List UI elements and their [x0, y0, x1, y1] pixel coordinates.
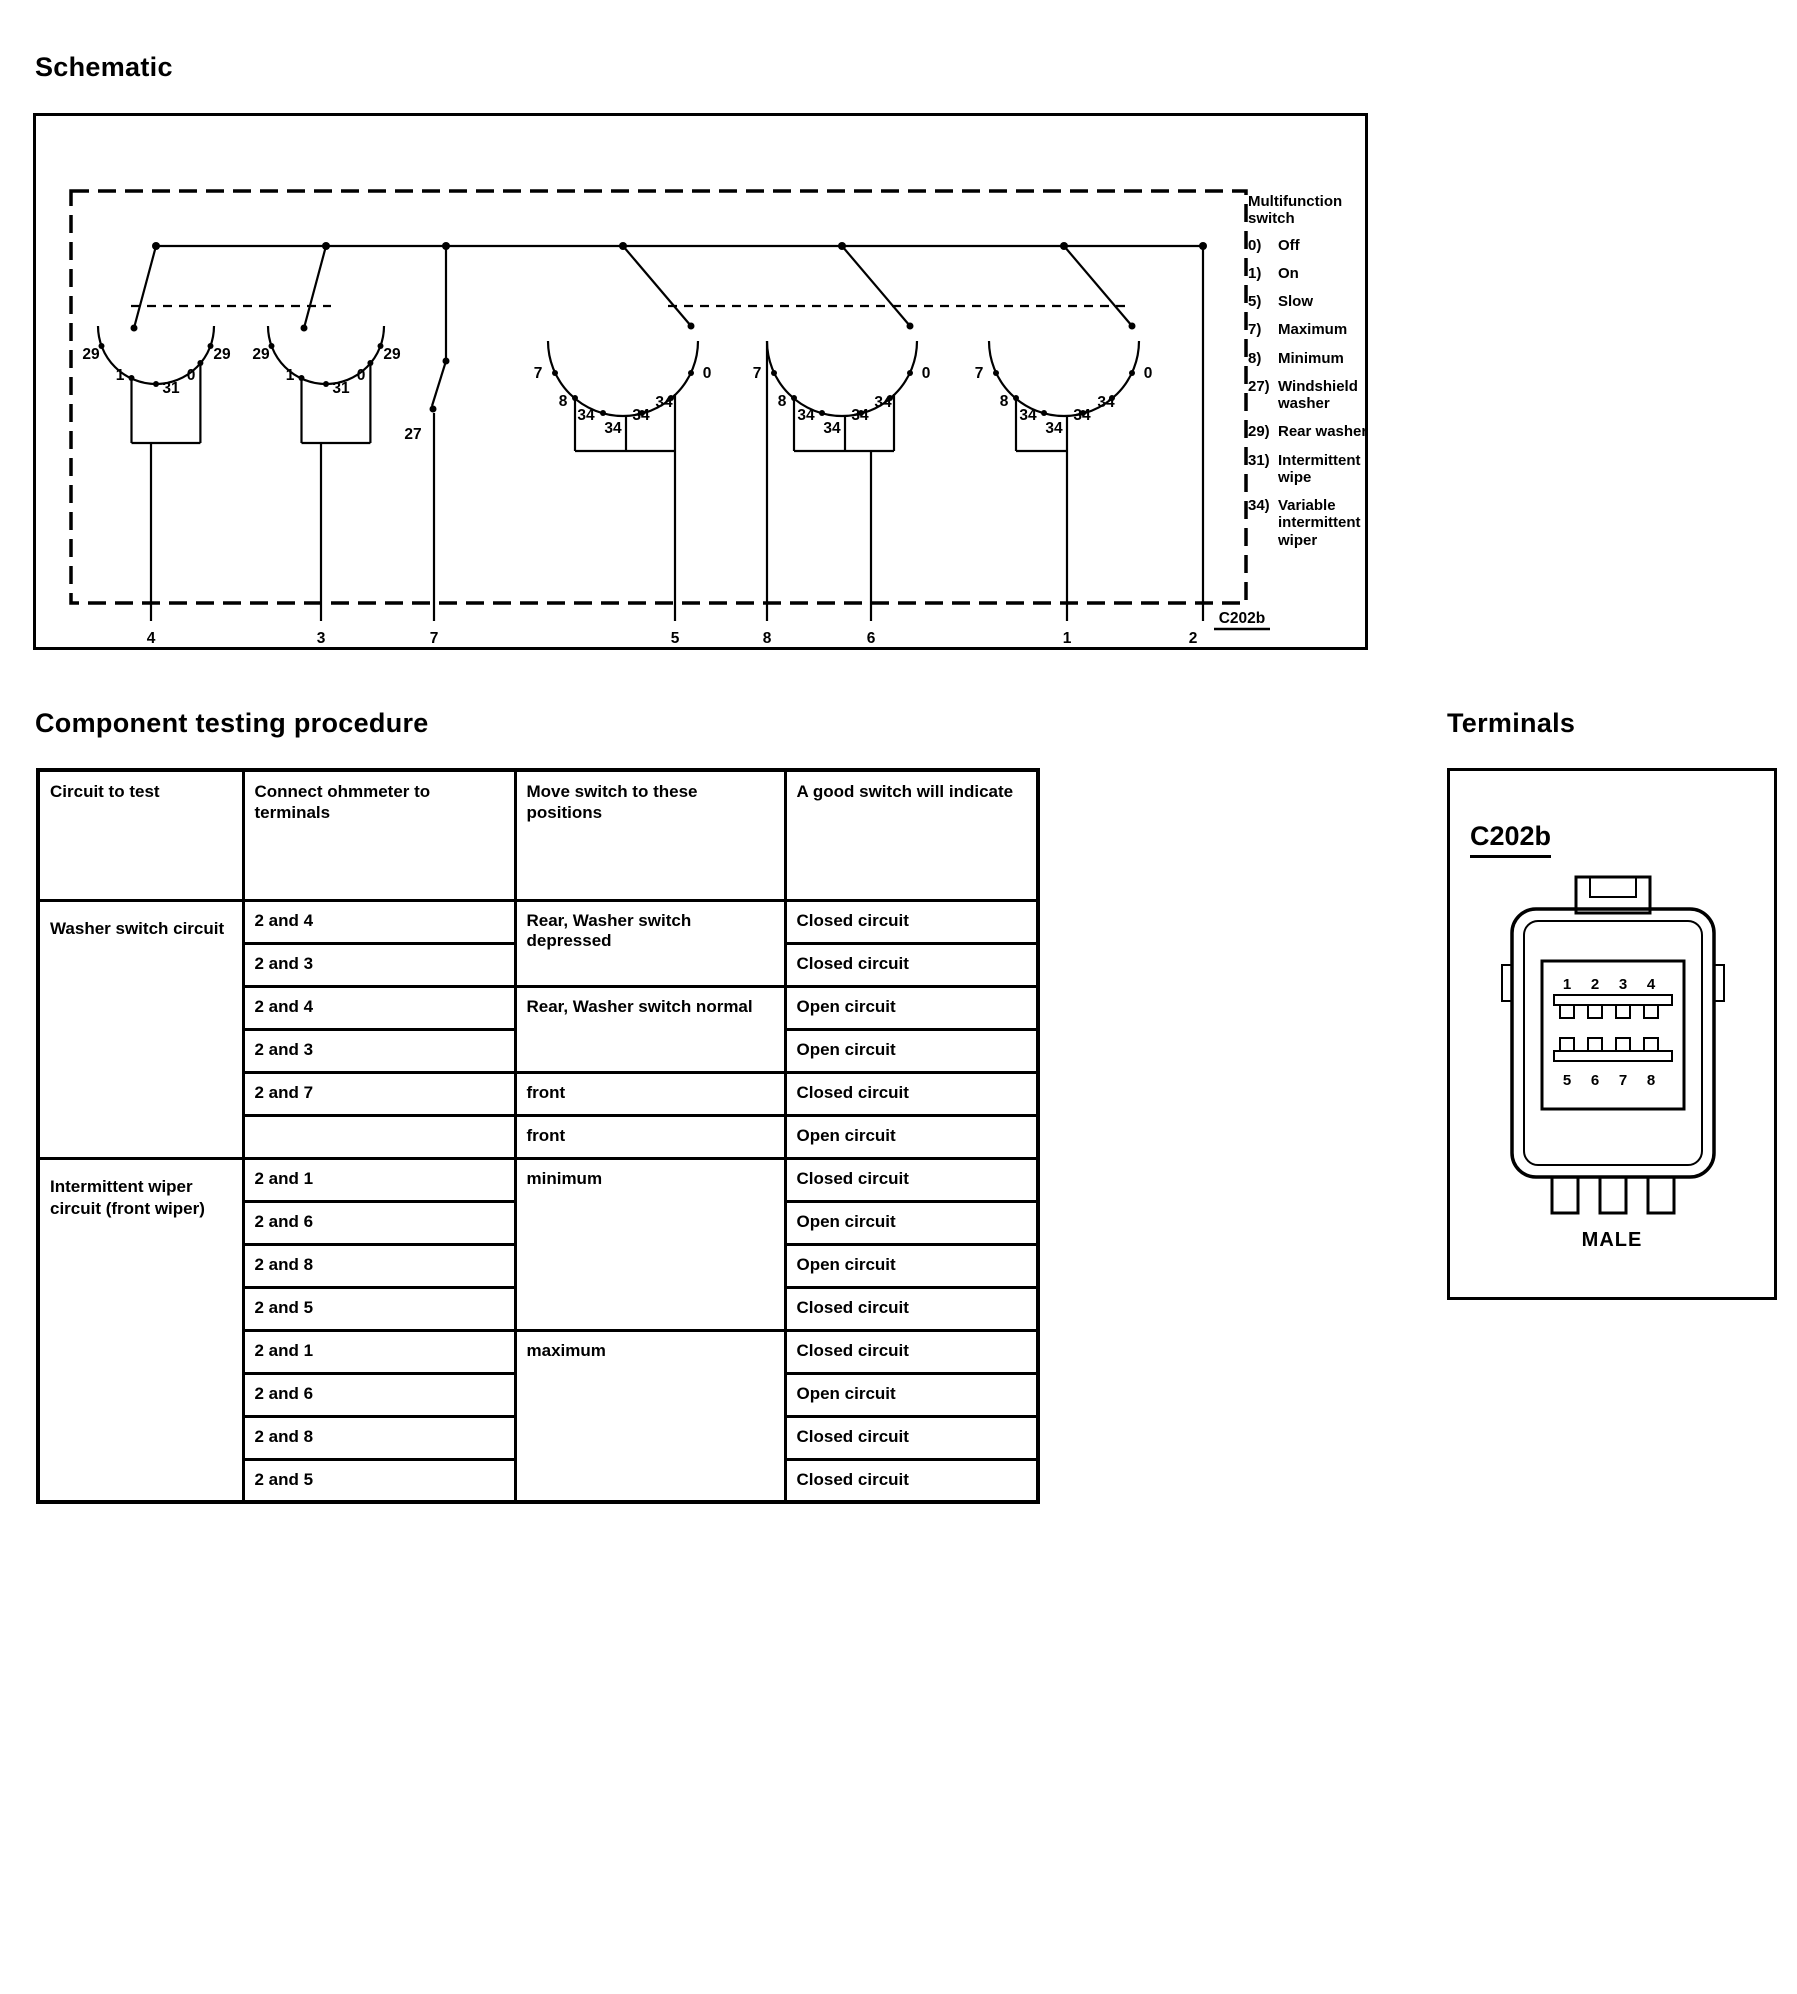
schematic-panel: [33, 113, 1368, 650]
legend-code: 7): [1248, 321, 1262, 339]
legend-title: Multifunction switch: [1248, 193, 1343, 227]
pin-number: 6: [1590, 1072, 1600, 1089]
cell-result: Open circuit: [785, 986, 1038, 1029]
legend-label: Rear washer: [1278, 423, 1368, 441]
position-label: 31: [332, 380, 350, 397]
terminals-title: Terminals: [1447, 708, 1576, 738]
legend-label: Intermittent wipe: [1278, 451, 1361, 486]
cell-terminals: 2 and 1: [243, 1330, 515, 1373]
position-label: 7: [533, 365, 543, 382]
schematic-legend: [1248, 194, 1368, 560]
terminals-panel: [1447, 768, 1777, 1300]
position-label: 0: [1143, 365, 1153, 382]
legend-code: 8): [1248, 349, 1262, 367]
table-header-row: [38, 770, 1038, 900]
legend-item: [1248, 423, 1368, 440]
cell-position: maximum: [515, 1330, 785, 1502]
legend-label: Off: [1278, 236, 1300, 254]
pin-number: 3: [1618, 976, 1628, 993]
cell-result: Open circuit: [785, 1201, 1038, 1244]
cell-terminals: [243, 1115, 515, 1158]
position-label: 8: [558, 393, 568, 410]
cell-result: Closed circuit: [785, 1158, 1038, 1201]
position-label: 29: [82, 346, 100, 363]
testing-procedure-title: Component testing procedure: [35, 708, 429, 738]
pin: [1644, 1005, 1658, 1018]
legend-item: [1248, 237, 1368, 254]
pin: [1560, 1038, 1574, 1051]
position-label: 34: [577, 407, 595, 424]
legend-item: [1248, 350, 1368, 367]
cell-position: Rear, Washer switch depressed: [515, 900, 785, 986]
legend-item: [1248, 497, 1368, 549]
pin: [1644, 1038, 1658, 1051]
legend-code: 0): [1248, 236, 1262, 254]
terminal-number: 7: [429, 630, 439, 647]
legend-item: [1248, 265, 1368, 282]
legend-item: [1248, 452, 1368, 487]
cell-position: minimum: [515, 1158, 785, 1330]
cell-circuit: Washer switch circuit: [38, 900, 243, 1158]
cell-terminals: 2 and 8: [243, 1244, 515, 1287]
position-label: 34: [874, 394, 892, 411]
pin: [1560, 1005, 1574, 1018]
cell-terminals: 2 and 8: [243, 1416, 515, 1459]
cell-terminals: 2 and 5: [243, 1459, 515, 1502]
terminal-number: 1: [1062, 630, 1072, 647]
position-label: 31: [162, 380, 180, 397]
connector-bottom-tab: [1600, 1177, 1626, 1213]
legend-code: 31): [1248, 451, 1270, 469]
pin-number: 7: [1618, 1072, 1628, 1089]
pin: [1616, 1038, 1630, 1051]
header-good-switch: A good switch will indicate: [785, 770, 1038, 900]
cell-position: front: [515, 1115, 785, 1158]
legend-code: 27): [1248, 377, 1270, 395]
connector-drawing: [1496, 873, 1731, 1218]
terminal-number: 4: [146, 630, 156, 647]
cell-result: Open circuit: [785, 1029, 1038, 1072]
header-move-switch: Move switch to these positions: [515, 770, 785, 900]
pin: [1588, 1005, 1602, 1018]
connector-designator: C202b: [1218, 610, 1266, 627]
cell-terminals: 2 and 1: [243, 1158, 515, 1201]
position-label: 34: [851, 407, 869, 424]
header-circuit-to-test: Circuit to test: [38, 770, 243, 900]
pin-number: 1: [1562, 976, 1572, 993]
cell-position: Rear, Washer switch normal: [515, 986, 785, 1072]
cell-terminals: 2 and 3: [243, 1029, 515, 1072]
legend-label: Maximum: [1278, 321, 1348, 339]
wiring-schematic: [36, 116, 1371, 653]
cell-result: Closed circuit: [785, 900, 1038, 943]
position-label: 1: [285, 367, 295, 384]
position-label: 0: [921, 365, 931, 382]
pin-number: 2: [1590, 976, 1600, 993]
legend-code: 1): [1248, 264, 1262, 282]
pin-number: 4: [1646, 976, 1656, 993]
component-testing-table: [36, 768, 1040, 1504]
legend-label: Variable intermittent wiper: [1278, 497, 1361, 549]
position-label: 34: [655, 394, 673, 411]
cell-terminals: 2 and 4: [243, 986, 515, 1029]
position-label: 34: [797, 407, 815, 424]
pin-number: 5: [1562, 1072, 1572, 1089]
legend-code: 5): [1248, 293, 1262, 311]
position-label: 34: [632, 407, 650, 424]
terminal-number: 5: [670, 630, 680, 647]
position-label: 29: [213, 346, 231, 363]
position-label: 0: [186, 367, 196, 384]
schematic-terminal-numbers: [147, 610, 1266, 647]
cell-circuit: Intermittent wiper circuit (front wiper): [38, 1158, 243, 1502]
position-label: 1: [115, 367, 125, 384]
position-label: 34: [604, 420, 622, 437]
legend-label: Slow: [1278, 293, 1314, 311]
connector-gender-label: MALE: [1581, 1229, 1643, 1251]
cell-result: Closed circuit: [785, 1072, 1038, 1115]
cell-result: Closed circuit: [785, 1330, 1038, 1373]
position-label: 7: [974, 365, 984, 382]
position-label: 34: [1073, 407, 1091, 424]
position-label: 27: [404, 426, 422, 443]
cell-result: Closed circuit: [785, 1287, 1038, 1330]
terminal-number: 2: [1188, 630, 1198, 647]
position-label: 34: [1019, 407, 1037, 424]
cell-position: front: [515, 1072, 785, 1115]
cell-terminals: 2 and 3: [243, 943, 515, 986]
pin-numbers: [1563, 976, 1656, 1089]
connector-bottom-tab: [1552, 1177, 1578, 1213]
legend-label: Windshield washer: [1278, 377, 1358, 413]
connector-bottom-tab: [1648, 1177, 1674, 1213]
terminal-number: 3: [316, 630, 326, 647]
position-label: 0: [356, 367, 366, 384]
legend-item: [1248, 378, 1368, 413]
cell-result: Closed circuit: [785, 1459, 1038, 1502]
table-row: [38, 1158, 1038, 1201]
pin: [1616, 1005, 1630, 1018]
cell-terminals: 2 and 6: [243, 1201, 515, 1244]
legend-label: Minimum: [1278, 349, 1344, 367]
position-label: 34: [823, 420, 841, 437]
connector-name: C202b: [1470, 821, 1551, 858]
table-row: [38, 900, 1038, 943]
schematic-title: Schematic: [35, 52, 173, 82]
position-label: 7: [752, 365, 762, 382]
cell-result: Open circuit: [785, 1373, 1038, 1416]
cell-result: Open circuit: [785, 1244, 1038, 1287]
terminal-number: 8: [762, 630, 772, 647]
cell-terminals: 2 and 7: [243, 1072, 515, 1115]
junction-dots: [99, 242, 1208, 416]
pin: [1588, 1038, 1602, 1051]
header-connect-ohmmeter: Connect ohmmeter to terminals: [243, 770, 515, 900]
position-label: 8: [999, 393, 1009, 410]
cell-terminals: 2 and 6: [243, 1373, 515, 1416]
position-label: 0: [702, 365, 712, 382]
legend-code: 29): [1248, 423, 1270, 441]
position-label: 34: [1097, 394, 1115, 411]
legend-item: [1248, 321, 1368, 338]
legend-label: On: [1278, 264, 1299, 282]
pin-number: 8: [1646, 1072, 1656, 1089]
position-label: 34: [1045, 420, 1063, 437]
cell-result: Closed circuit: [785, 1416, 1038, 1459]
cell-terminals: 2 and 4: [243, 900, 515, 943]
position-label: 29: [252, 346, 270, 363]
cell-terminals: 2 and 5: [243, 1287, 515, 1330]
position-label: 8: [777, 393, 787, 410]
legend-item: [1248, 293, 1368, 310]
legend-code: 34): [1248, 497, 1270, 515]
cell-result: Closed circuit: [785, 943, 1038, 986]
cell-result: Open circuit: [785, 1115, 1038, 1158]
connector-housing: [1502, 877, 1724, 1213]
position-label: 29: [383, 346, 401, 363]
terminal-number: 6: [866, 630, 876, 647]
